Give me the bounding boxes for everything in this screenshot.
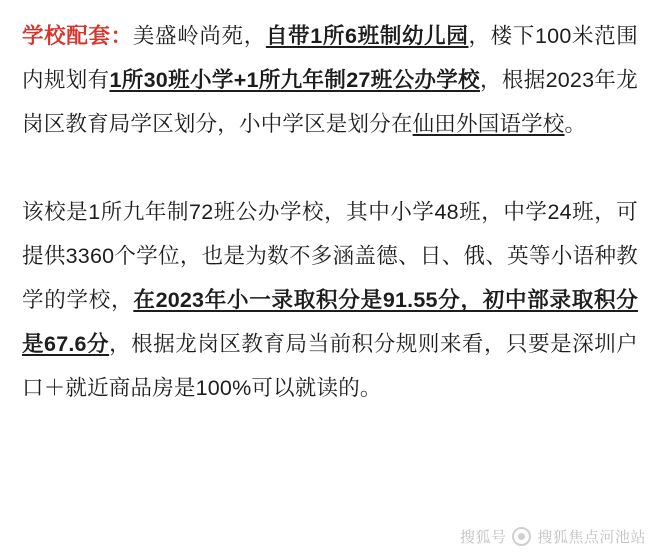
text-plain-2: ，楼下100米范围内规划有 <box>22 24 638 92</box>
text-plain-6: ，根据龙岗区教育局当前积分规则来看，只要是深圳户口＋就近商品房是100%可以就读的。 <box>22 332 638 400</box>
highlight-admission-scores: 在2023年小一录取积分是91.55分，初中部录取积分是67.6分 <box>22 288 638 356</box>
text-plain-5: 该校是1所九年制72班公办学校，其中小学48班，中学24班，可提供3360个学位，也是为数不多涵盖德、日、俄、英等小语种教学的学校， <box>22 200 638 312</box>
text-plain-3: ，根据2023年龙岗区教育局学区划分，小中学区是划分在 <box>22 68 638 136</box>
paragraph-school-facilities <box>22 14 638 146</box>
text-plain-4: 。 <box>564 112 587 136</box>
watermark <box>460 526 646 547</box>
highlight-schools-planned: 1所30班小学+1所九年制27班公办学校 <box>109 68 481 92</box>
watermark-site-name: 搜狐焦点河池站 <box>537 529 646 546</box>
highlight-kindergarten: 自带1所6班制幼儿园 <box>265 24 469 48</box>
watermark-label: 搜狐号 <box>459 529 507 546</box>
section-label-school-facilities: 学校配套： <box>22 24 133 48</box>
highlight-school-name: 仙田外国语学校 <box>412 112 565 136</box>
sohu-circle-icon <box>512 527 531 546</box>
paragraph-school-details <box>22 190 638 410</box>
text-plain-1: 美盛岭尚苑， <box>132 24 266 48</box>
